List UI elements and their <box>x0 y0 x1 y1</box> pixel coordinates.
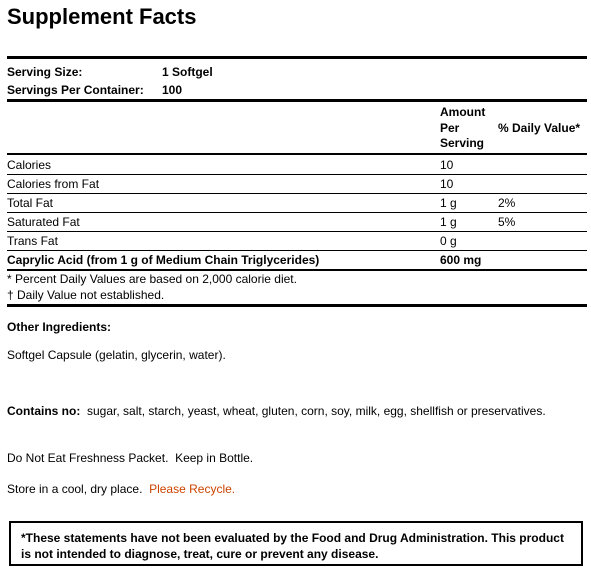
top-rule <box>7 56 587 59</box>
nutrient-name: Calories from Fat <box>7 177 100 191</box>
serving-rule <box>7 99 587 102</box>
fda-disclaimer-box <box>9 521 583 566</box>
nutrient-name: Total Fat <box>7 196 54 210</box>
contains-no-label: Contains no: <box>7 404 81 418</box>
amount-header-line3: Serving <box>440 136 485 150</box>
nutrient-amount: 10 <box>440 177 454 191</box>
other-ingredients-text: Softgel Capsule (gelatin, glycerin, water). <box>7 348 226 362</box>
servings-per-container-label: Servings Per Container: <box>7 83 144 97</box>
nutrient-amount: 10 <box>440 158 454 172</box>
fda-disclaimer-text: *These statements have not been evaluated by the Food and Drug Administration. This product is not intended to diagnose, treat, cure or prevent any disease. <box>21 531 564 561</box>
nutrient-row <box>7 213 587 231</box>
nutrient-name: Calories <box>7 158 52 172</box>
nutrient-dv: 2% <box>498 196 516 210</box>
nutrient-row <box>7 156 587 174</box>
servings-per-container-value: 100 <box>162 83 183 97</box>
not-established-footnote: † Daily Value not established. <box>7 288 165 302</box>
daily-value-header: % Daily Value* <box>498 121 581 135</box>
header-rule <box>7 153 587 155</box>
nutrient-name: Trans Fat <box>7 234 58 248</box>
storage-line <box>7 481 235 497</box>
page-title: Supplement Facts <box>7 4 197 29</box>
contains-no-line <box>7 403 546 419</box>
nutrient-row <box>7 251 587 269</box>
nutrient-name: Caprylic Acid (from 1 g of Medium Chain Triglycerides) <box>7 253 320 267</box>
nutrient-amount: 1 g <box>440 215 457 229</box>
nutrient-amount: 1 g <box>440 196 457 210</box>
nutrient-dv: 5% <box>498 215 516 229</box>
servings-per-container-row <box>7 81 587 99</box>
daily-value-footnote: * Percent Daily Values are based on 2,000 calorie diet. <box>7 272 297 286</box>
nutrient-name: Saturated Fat <box>7 215 80 229</box>
serving-size-label: Serving Size: <box>7 65 83 79</box>
amount-header-line2: Per <box>440 120 460 135</box>
recycle-text: Please Recycle. <box>149 482 236 496</box>
freshness-packet-note: Do Not Eat Freshness Packet. Keep in Bottle. <box>7 451 254 465</box>
serving-size-row <box>7 63 587 81</box>
nutrient-row <box>7 232 587 250</box>
bottom-rule <box>7 304 587 307</box>
storage-text: Store in a cool, dry place. <box>7 482 143 496</box>
nutrient-amount: 0 g <box>440 234 457 248</box>
other-ingredients-heading: Other Ingredients: <box>7 320 112 334</box>
nutrient-row <box>7 194 587 212</box>
contains-no-text: sugar, salt, starch, yeast, wheat, gluten, corn, soy, milk, egg, shellfish or preservatives. <box>87 404 546 418</box>
serving-size-value: 1 Softgel <box>162 65 213 79</box>
amount-header-line1: Amount <box>440 105 486 119</box>
nutrient-amount: 600 mg <box>440 253 482 267</box>
amount-per-serving-header <box>440 105 485 152</box>
nutrient-row <box>7 175 587 193</box>
